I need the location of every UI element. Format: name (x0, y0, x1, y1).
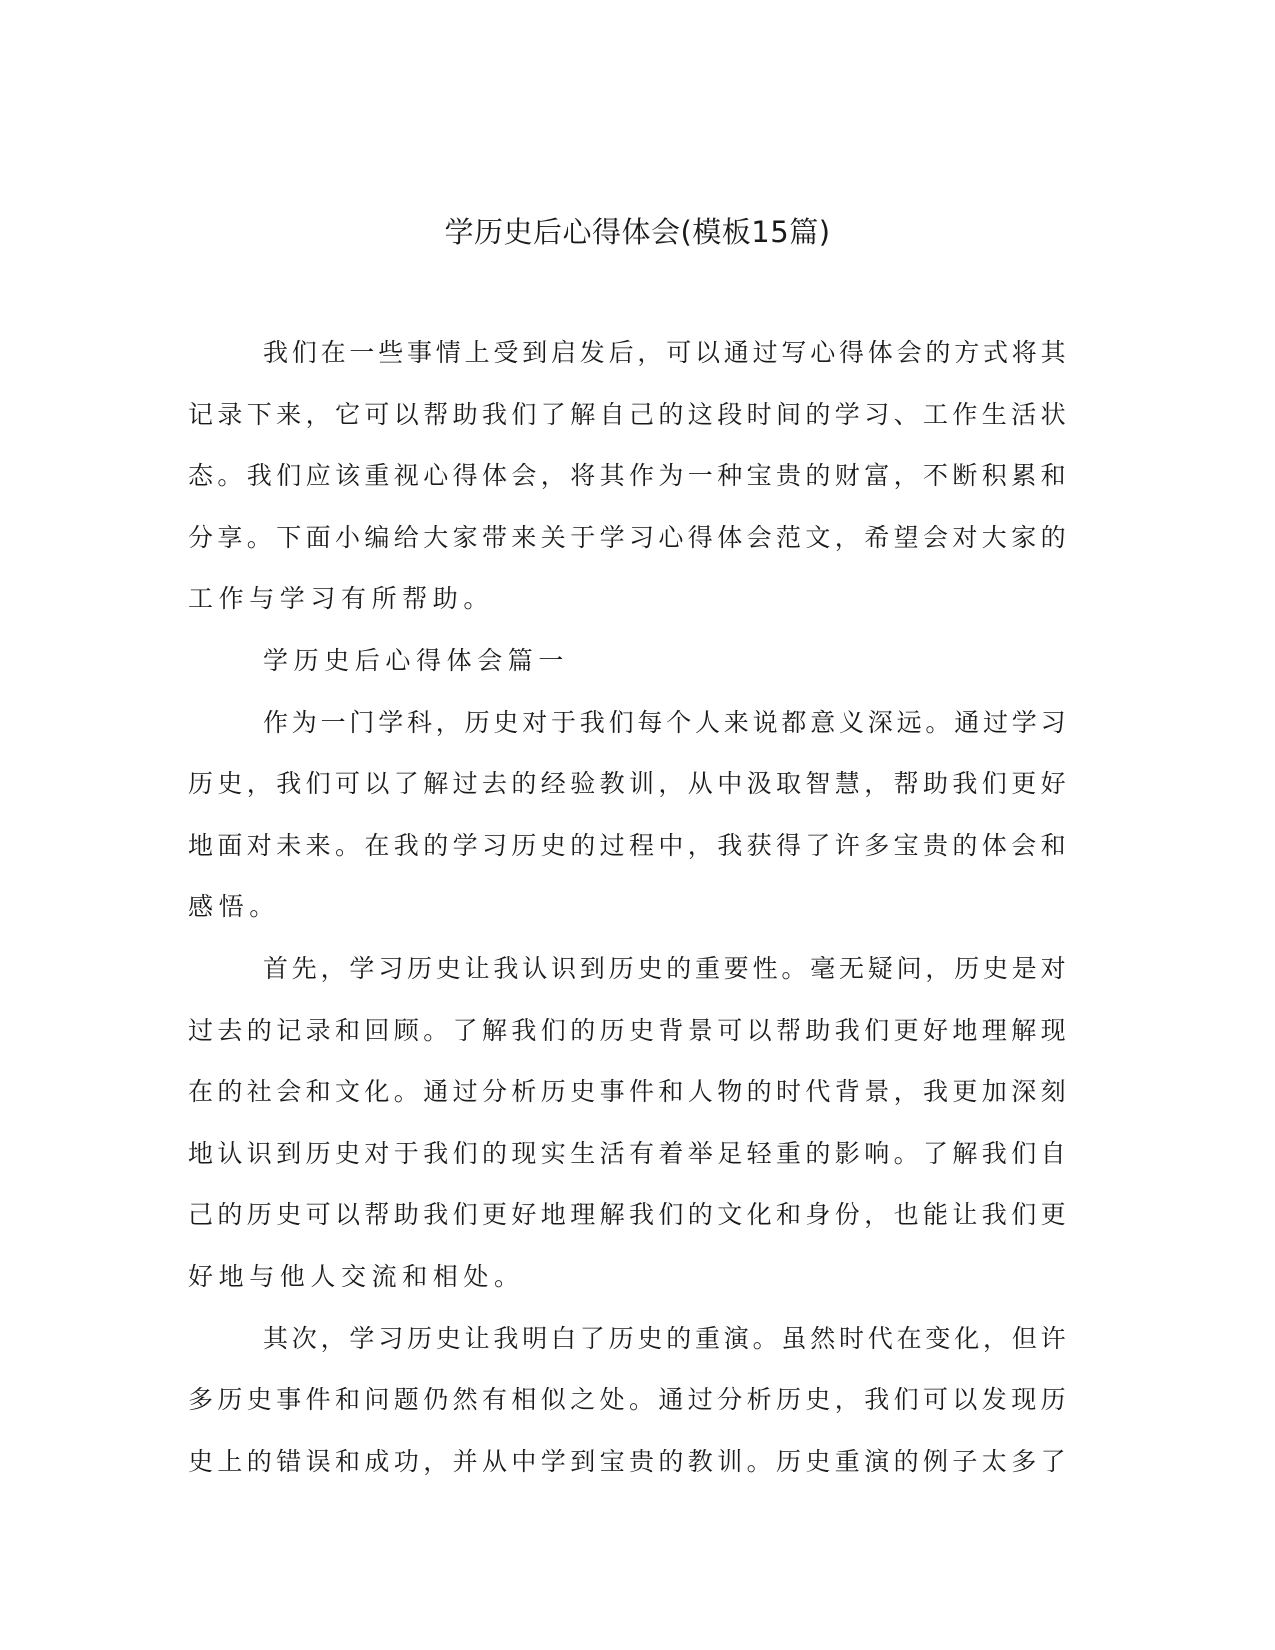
text-line: 作为一门学科，历史对于我们每个人来说都意义深远。通过学习 (263, 707, 1070, 737)
text-line: 己的历史可以帮助我们更好地理解我们的文化和身份，也能让我们更 (188, 1200, 1071, 1230)
text-line: 工作与学习有所帮助。 (188, 584, 495, 614)
text-line: 地认识到历史对于我们的现实生活有着举足轻重的影响。了解我们自 (188, 1138, 1071, 1168)
text-line: 记录下来，它可以帮助我们了解自己的这段时间的学习、工作生活状 (188, 399, 1071, 429)
text-line: 感悟。 (188, 892, 280, 922)
text-line: 好地与他人交流和相处。 (188, 1261, 525, 1291)
text-line: 态。我们应该重视心得体会，将其作为一种宝贵的财富，不断积累和 (188, 461, 1071, 491)
text-line: 过去的记录和回顾。了解我们的历史背景可以帮助我们更好地理解现 (188, 1015, 1071, 1045)
text-line: 多历史事件和问题仍然有相似之处。通过分析历史，我们可以发现历 (188, 1385, 1071, 1415)
text-line: 历史，我们可以了解过去的经验教训，从中汲取智慧，帮助我们更好 (188, 769, 1071, 799)
text-line: 首先，学习历史让我认识到历史的重要性。毫无疑问，历史是对 (263, 953, 1070, 983)
document-body (188, 322, 1072, 1492)
text-line: 分享。下面小编给大家带来关于学习心得体会范文，希望会对大家的 (188, 522, 1071, 552)
text-line: 史上的错误和成功，并从中学到宝贵的教训。历史重演的例子太多了 (188, 1446, 1071, 1476)
text-line: 我们在一些事情上受到启发后，可以通过写心得体会的方式将其 (263, 338, 1070, 367)
text-line: 学历史后心得体会篇一 (263, 645, 570, 675)
text-line: 在的社会和文化。通过分析历史事件和人物的时代背景，我更加深刻 (188, 1077, 1071, 1107)
text-line: 其次，学习历史让我明白了历史的重演。虽然时代在变化，但许 (263, 1323, 1070, 1353)
document-title: 学历史后心得体会(模板15篇) (444, 215, 831, 249)
text-line: 地面对未来。在我的学习历史的过程中，我获得了许多宝贵的体会和 (188, 830, 1071, 860)
